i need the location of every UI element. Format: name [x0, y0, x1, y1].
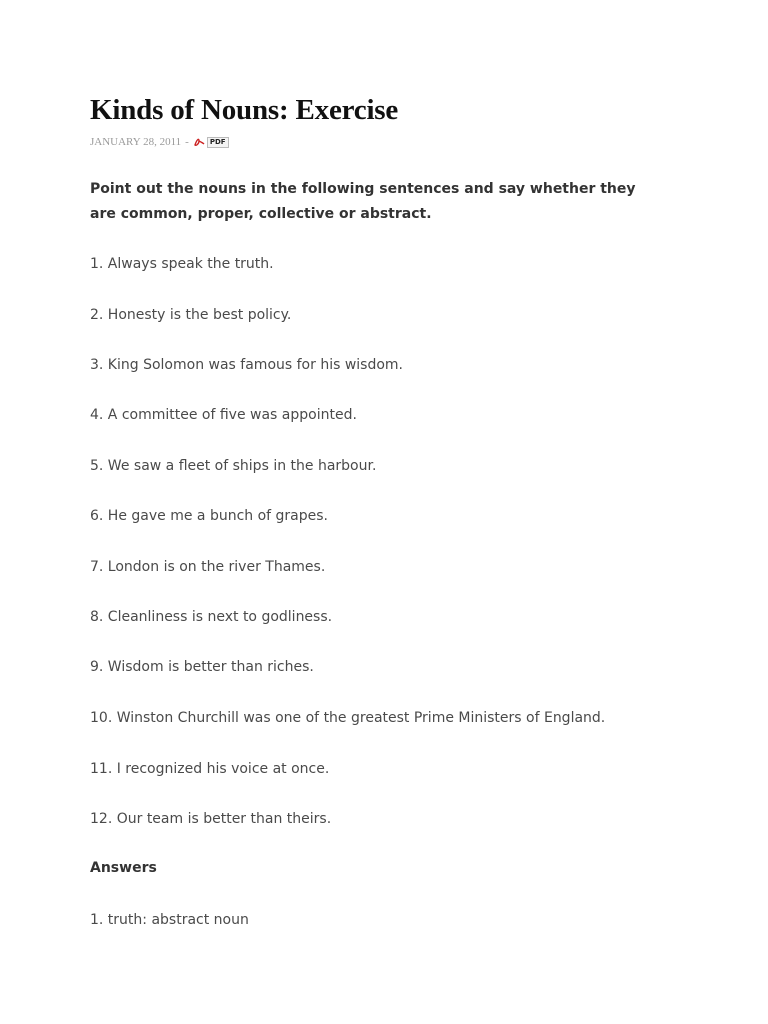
sentence-item: 7. London is on the river Thames.: [90, 559, 326, 575]
sentence-item: 10. Winston Churchill was one of the greatest Prime Ministers of England.: [90, 710, 606, 726]
post-date: JANUARY 28, 2011: [90, 136, 182, 148]
sentence-item: 5. We saw a fleet of ships in the harbour.: [90, 458, 377, 474]
exercise-instructions: Point out the nouns in the following sentences and say whether they are common, proper, collective or abstract.: [90, 181, 636, 222]
sentence-item: 11. I recognized his voice at once.: [90, 761, 330, 777]
sentence-item: 1. Always speak the truth.: [90, 256, 274, 272]
page-title: Kinds of Nouns: Exercise: [90, 94, 399, 126]
sentence-item: 4. A committee of five was appointed.: [90, 407, 357, 423]
sentence-item: 3. King Solomon was famous for his wisdom.: [90, 357, 404, 373]
pdf-label: PDF: [207, 137, 229, 148]
sentence-item: 9. Wisdom is better than riches.: [90, 659, 314, 675]
answer-item: 1. truth: abstract noun: [90, 912, 249, 928]
sentence-item: 2. Honesty is the best policy.: [90, 307, 292, 323]
pdf-icon: [193, 137, 205, 147]
answers-heading: Answers: [90, 860, 157, 876]
sentence-item: 8. Cleanliness is next to godliness.: [90, 609, 333, 625]
pdf-download-link[interactable]: [193, 137, 229, 148]
sentence-item: 6. He gave me a bunch of grapes.: [90, 508, 329, 524]
sentence-item: 12. Our team is better than theirs.: [90, 811, 332, 827]
meta-separator: -: [185, 136, 189, 148]
post-meta: [90, 136, 229, 148]
